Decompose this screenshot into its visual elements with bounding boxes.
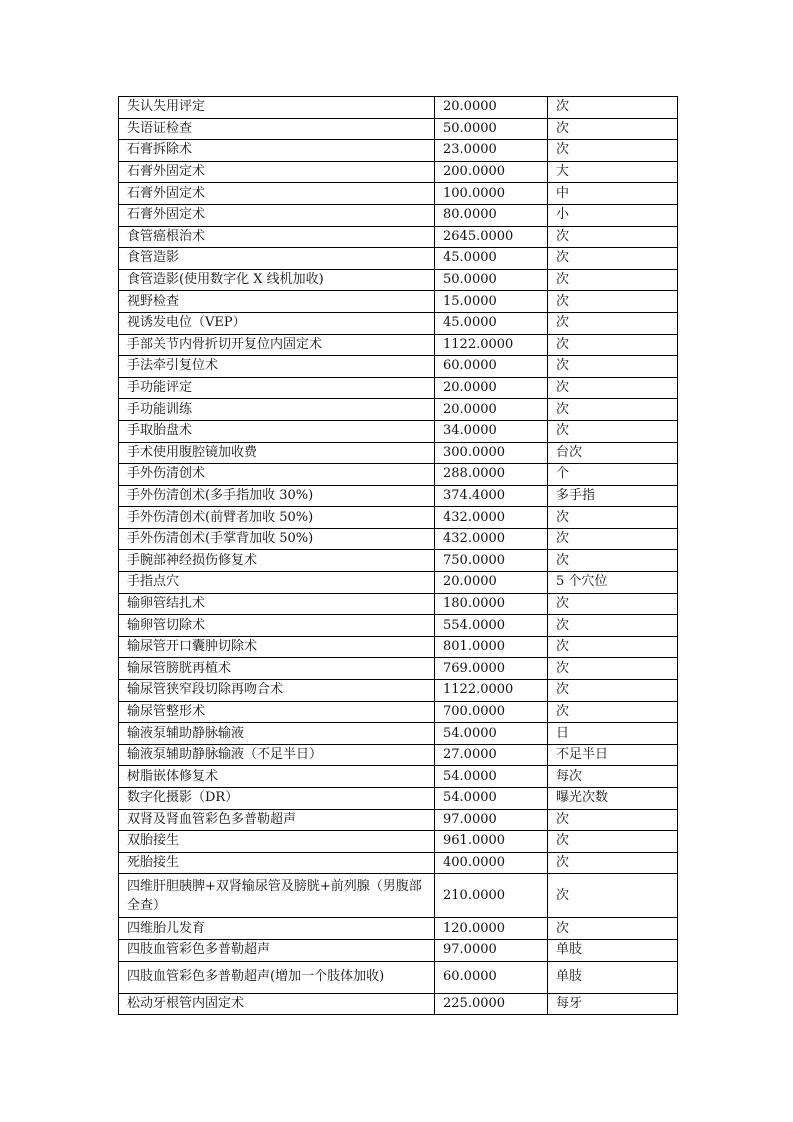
- item-name-cell: 手功能训练: [119, 399, 435, 421]
- price-cell: 15.0000: [435, 291, 548, 313]
- price-cell: 45.0000: [435, 312, 548, 334]
- table-row: [119, 723, 678, 745]
- price-cell: 210.0000: [435, 874, 548, 918]
- item-name-cell: 手外伤清创术(前臂者加收 50%): [119, 507, 435, 529]
- unit-cell: 个: [548, 464, 678, 486]
- table-row: [119, 248, 678, 270]
- price-cell: 961.0000: [435, 831, 548, 853]
- unit-cell: 次: [548, 615, 678, 637]
- unit-cell: 次: [548, 918, 678, 940]
- table-row: [119, 701, 678, 723]
- price-cell: 20.0000: [435, 399, 548, 421]
- price-cell: 60.0000: [435, 356, 548, 378]
- unit-cell: 日: [548, 723, 678, 745]
- unit-cell: 多手指: [548, 485, 678, 507]
- table-row: [119, 464, 678, 486]
- table-row: [119, 658, 678, 680]
- item-name-cell: 输卵管结扎术: [119, 593, 435, 615]
- item-name-cell: 输卵管切除术: [119, 615, 435, 637]
- table-row: [119, 507, 678, 529]
- table-row: [119, 874, 678, 918]
- price-cell: 20.0000: [435, 377, 548, 399]
- item-name-cell: 失认失用评定: [119, 97, 435, 119]
- price-cell: 225.0000: [435, 993, 548, 1015]
- item-name-cell: 食管造影: [119, 248, 435, 270]
- unit-cell: 次: [548, 593, 678, 615]
- price-cell: 34.0000: [435, 420, 548, 442]
- price-cell: 700.0000: [435, 701, 548, 723]
- item-name-cell: 树脂嵌体修复术: [119, 766, 435, 788]
- unit-cell: 次: [548, 701, 678, 723]
- unit-cell: 中: [548, 183, 678, 205]
- unit-cell: 次: [548, 874, 678, 918]
- unit-cell: 次: [548, 809, 678, 831]
- unit-cell: 不足半日: [548, 744, 678, 766]
- item-name-cell: 石膏外固定术: [119, 161, 435, 183]
- price-cell: 20.0000: [435, 97, 548, 119]
- item-name-cell: 输液泵辅助静脉输液（不足半日）: [119, 744, 435, 766]
- unit-cell: 单肢: [548, 961, 678, 993]
- unit-cell: 次: [548, 528, 678, 550]
- unit-cell: 次: [548, 831, 678, 853]
- item-name-cell: 手腕部神经损伤修复术: [119, 550, 435, 572]
- table-row: [119, 809, 678, 831]
- item-name-cell: 松动牙根管内固定术: [119, 993, 435, 1015]
- table-row: [119, 528, 678, 550]
- table-row: [119, 334, 678, 356]
- table-row: [119, 636, 678, 658]
- unit-cell: 单肢: [548, 939, 678, 961]
- item-name-cell: 手取胎盘术: [119, 420, 435, 442]
- price-cell: 432.0000: [435, 507, 548, 529]
- table-row: [119, 269, 678, 291]
- item-name-cell: 视诱发电位（VEP）: [119, 312, 435, 334]
- table-row: [119, 204, 678, 226]
- price-cell: 20.0000: [435, 572, 548, 594]
- unit-cell: 次: [548, 334, 678, 356]
- table-row: [119, 312, 678, 334]
- item-name-cell: 失语证检查: [119, 118, 435, 140]
- table-row: [119, 161, 678, 183]
- table-row: [119, 377, 678, 399]
- table-row: [119, 852, 678, 874]
- price-cell: 180.0000: [435, 593, 548, 615]
- price-cell: 1122.0000: [435, 680, 548, 702]
- item-name-cell: 输尿管整形术: [119, 701, 435, 723]
- unit-cell: 次: [548, 507, 678, 529]
- price-cell: 120.0000: [435, 918, 548, 940]
- item-name-cell: 手外伤清创术: [119, 464, 435, 486]
- table-row: [119, 118, 678, 140]
- table-row: [119, 226, 678, 248]
- table-row: [119, 183, 678, 205]
- unit-cell: 次: [548, 658, 678, 680]
- price-cell: 300.0000: [435, 442, 548, 464]
- price-cell: 50.0000: [435, 118, 548, 140]
- unit-cell: 次: [548, 377, 678, 399]
- table-row: [119, 399, 678, 421]
- price-cell: 50.0000: [435, 269, 548, 291]
- price-cell: 769.0000: [435, 658, 548, 680]
- table-row: [119, 485, 678, 507]
- unit-cell: 次: [548, 118, 678, 140]
- table-row: [119, 993, 678, 1015]
- item-name-cell: 四肢血管彩色多普勒超声(增加一个肢体加收): [119, 961, 435, 993]
- item-name-cell: 输尿管膀胱再植术: [119, 658, 435, 680]
- unit-cell: 次: [548, 248, 678, 270]
- unit-cell: 大: [548, 161, 678, 183]
- item-name-cell: 手术使用腹腔镜加收费: [119, 442, 435, 464]
- item-name-cell: 四维胎儿发育: [119, 918, 435, 940]
- price-cell: 2645.0000: [435, 226, 548, 248]
- price-cell: 60.0000: [435, 961, 548, 993]
- table-row: [119, 831, 678, 853]
- table-row: [119, 550, 678, 572]
- price-cell: 27.0000: [435, 744, 548, 766]
- table-row: [119, 97, 678, 119]
- item-name-cell: 视野检查: [119, 291, 435, 313]
- fee-table: [118, 96, 678, 1015]
- table-row: [119, 744, 678, 766]
- table-row: [119, 615, 678, 637]
- price-cell: 100.0000: [435, 183, 548, 205]
- price-cell: 200.0000: [435, 161, 548, 183]
- price-cell: 1122.0000: [435, 334, 548, 356]
- table-row: [119, 939, 678, 961]
- item-name-cell: 手指点穴: [119, 572, 435, 594]
- price-cell: 23.0000: [435, 140, 548, 162]
- table-row: [119, 788, 678, 810]
- price-cell: 288.0000: [435, 464, 548, 486]
- item-name-cell: 输尿管开口囊肿切除术: [119, 636, 435, 658]
- unit-cell: 次: [548, 356, 678, 378]
- item-name-cell: 石膏外固定术: [119, 183, 435, 205]
- unit-cell: 小: [548, 204, 678, 226]
- table-row: [119, 442, 678, 464]
- price-cell: 54.0000: [435, 788, 548, 810]
- price-cell: 432.0000: [435, 528, 548, 550]
- item-name-cell: 手外伤清创术(多手指加收 30%): [119, 485, 435, 507]
- item-name-cell: 食管癌根治术: [119, 226, 435, 248]
- item-name-cell: 死胎接生: [119, 852, 435, 874]
- price-cell: 97.0000: [435, 939, 548, 961]
- table-row: [119, 420, 678, 442]
- price-cell: 45.0000: [435, 248, 548, 270]
- unit-cell: 次: [548, 140, 678, 162]
- unit-cell: 次: [548, 312, 678, 334]
- item-name-cell: 双肾及肾血管彩色多普勒超声: [119, 809, 435, 831]
- price-cell: 801.0000: [435, 636, 548, 658]
- unit-cell: 次: [548, 291, 678, 313]
- table-row: [119, 918, 678, 940]
- item-name-cell: 四维肝胆胰脾+双肾输尿管及膀胱+前列腺（男腹部全查）: [119, 874, 435, 918]
- item-name-cell: 双胎接生: [119, 831, 435, 853]
- price-cell: 400.0000: [435, 852, 548, 874]
- item-name-cell: 石膏外固定术: [119, 204, 435, 226]
- item-name-cell: 食管造影(使用数字化 X 线机加收): [119, 269, 435, 291]
- table-row: [119, 140, 678, 162]
- table-row: [119, 593, 678, 615]
- unit-cell: 次: [548, 269, 678, 291]
- price-cell: 54.0000: [435, 766, 548, 788]
- table-row: [119, 356, 678, 378]
- price-cell: 54.0000: [435, 723, 548, 745]
- unit-cell: 曝光次数: [548, 788, 678, 810]
- unit-cell: 次: [548, 636, 678, 658]
- table-row: [119, 572, 678, 594]
- item-name-cell: 数字化摄影（DR）: [119, 788, 435, 810]
- unit-cell: 5 个穴位: [548, 572, 678, 594]
- item-name-cell: 四肢血管彩色多普勒超声: [119, 939, 435, 961]
- unit-cell: 次: [548, 680, 678, 702]
- item-name-cell: 输尿管狭窄段切除再吻合术: [119, 680, 435, 702]
- price-cell: 374.4000: [435, 485, 548, 507]
- item-name-cell: 手功能评定: [119, 377, 435, 399]
- price-cell: 80.0000: [435, 204, 548, 226]
- unit-cell: 台次: [548, 442, 678, 464]
- item-name-cell: 手部关节内骨折切开复位内固定术: [119, 334, 435, 356]
- unit-cell: 次: [548, 550, 678, 572]
- unit-cell: 次: [548, 226, 678, 248]
- item-name-cell: 输液泵辅助静脉输液: [119, 723, 435, 745]
- item-name-cell: 石膏拆除术: [119, 140, 435, 162]
- unit-cell: 次: [548, 852, 678, 874]
- table-row: [119, 680, 678, 702]
- unit-cell: 次: [548, 420, 678, 442]
- unit-cell: 次: [548, 399, 678, 421]
- table-row: [119, 291, 678, 313]
- price-cell: 554.0000: [435, 615, 548, 637]
- item-name-cell: 手外伤清创术(手掌背加收 50%): [119, 528, 435, 550]
- fee-table-body: [119, 97, 678, 1015]
- table-row: [119, 766, 678, 788]
- price-cell: 97.0000: [435, 809, 548, 831]
- price-cell: 750.0000: [435, 550, 548, 572]
- item-name-cell: 手法牵引复位术: [119, 356, 435, 378]
- unit-cell: 每次: [548, 766, 678, 788]
- table-row: [119, 961, 678, 993]
- unit-cell: 每牙: [548, 993, 678, 1015]
- unit-cell: 次: [548, 97, 678, 119]
